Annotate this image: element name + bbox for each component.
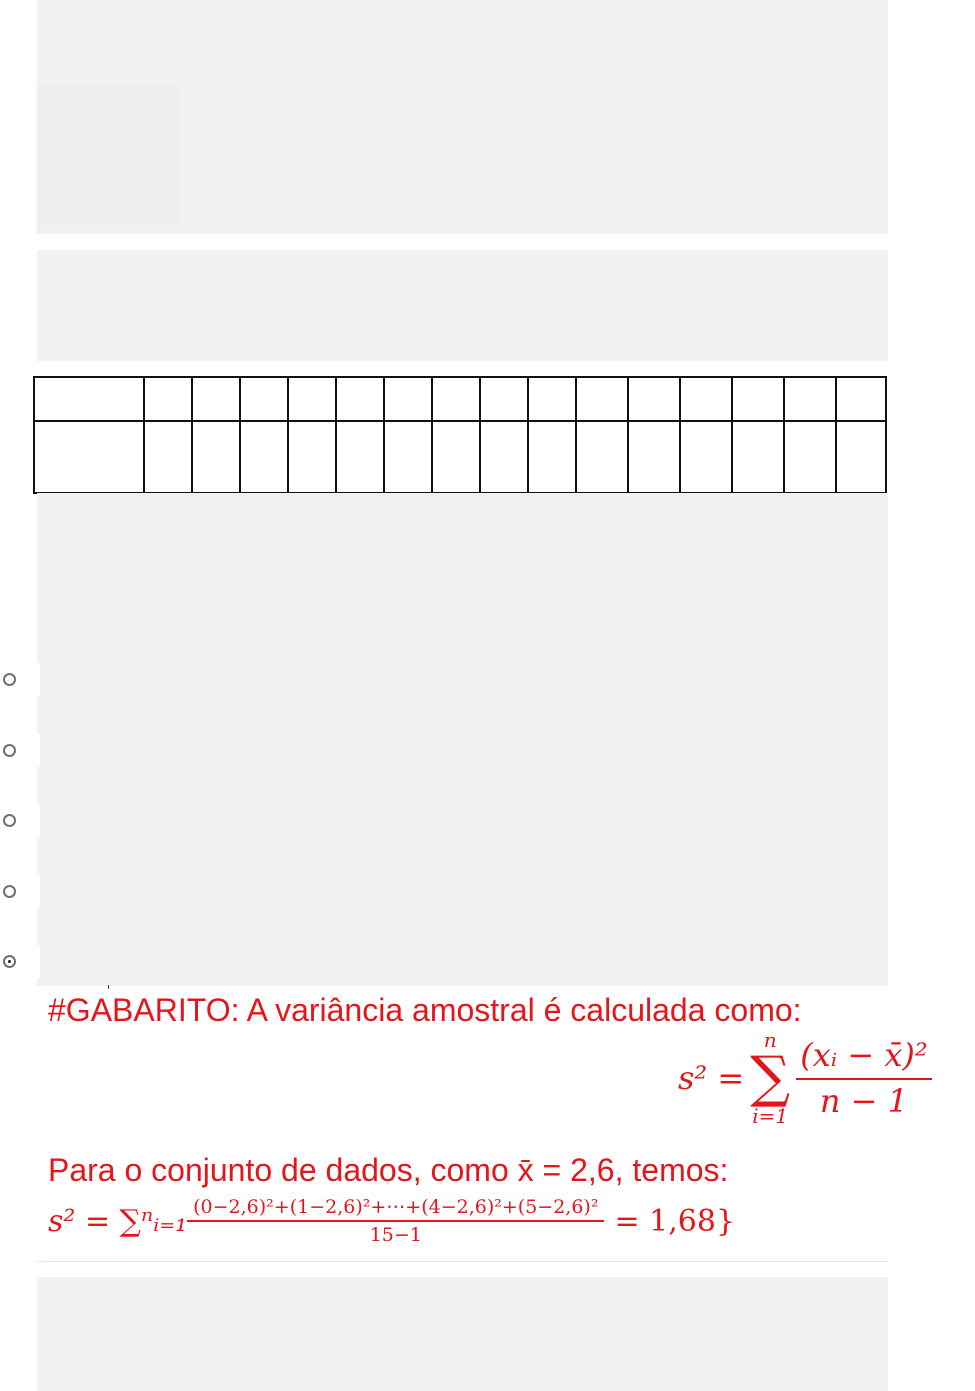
divider-tick xyxy=(108,985,109,989)
table-cell xyxy=(733,378,785,422)
table-cell xyxy=(681,422,733,492)
table-cell xyxy=(681,378,733,422)
option-a[interactable] xyxy=(0,663,40,696)
table-cell xyxy=(385,378,433,422)
formula-denominator: n − 1 xyxy=(819,1082,909,1120)
sum-operator xyxy=(750,1030,790,1126)
footer-panel xyxy=(37,1277,888,1391)
answer-text: Para o conjunto de dados, como x̄ = 2,6, temos: xyxy=(48,1152,729,1188)
sum-lower-limit: i=1 xyxy=(752,1104,789,1128)
table-cell xyxy=(837,422,885,492)
calc-fraction xyxy=(187,1196,604,1246)
option-e[interactable] xyxy=(0,945,40,978)
table-cell xyxy=(337,378,385,422)
radio-option-d[interactable] xyxy=(3,885,16,898)
calc-lhs: s² = ∑ⁿᵢ₌₁ xyxy=(48,1203,188,1239)
table-cell xyxy=(529,378,577,422)
table-cell xyxy=(577,422,629,492)
table-cell xyxy=(35,378,145,422)
table-cell xyxy=(145,378,193,422)
table-cell xyxy=(289,422,337,492)
table-cell xyxy=(433,378,481,422)
table-cell xyxy=(733,422,785,492)
table-cell xyxy=(481,378,529,422)
table-cell xyxy=(35,422,145,492)
table-cell xyxy=(289,378,337,422)
calc-numerator: (0−2,6)²+(1−2,6)²+⋯+(4−2,6)²+(5−2,6)² xyxy=(187,1196,604,1222)
table-cell xyxy=(577,378,629,422)
table-cell xyxy=(529,422,577,492)
table-cell xyxy=(785,422,837,492)
data-table xyxy=(33,376,887,494)
calc-denominator: 15−1 xyxy=(369,1224,422,1246)
table-cell xyxy=(145,422,193,492)
option-c[interactable] xyxy=(0,804,40,837)
table-cell xyxy=(385,422,433,492)
calc-result: = 1,68} xyxy=(614,1203,736,1239)
variance-calculation xyxy=(48,1196,735,1246)
formula-lhs: s² = xyxy=(678,1059,745,1097)
sigma-symbol: ∑ xyxy=(750,1045,791,1110)
table-cell xyxy=(629,422,681,492)
option-d[interactable] xyxy=(0,875,40,908)
table-cell xyxy=(481,422,529,492)
answer-title: #GABARITO: A variância amostral é calculada como: xyxy=(48,992,802,1028)
formula-numerator: (xᵢ − x̄)² xyxy=(796,1036,931,1080)
sum-upper-limit: n xyxy=(763,1028,777,1052)
radio-option-a[interactable] xyxy=(3,673,16,686)
radio-option-e-selected[interactable] xyxy=(3,955,16,968)
variance-formula xyxy=(678,1030,932,1126)
table-cell xyxy=(193,378,241,422)
table-cell xyxy=(629,378,681,422)
table-cell xyxy=(785,378,837,422)
radio-option-b[interactable] xyxy=(3,744,16,757)
table-cell xyxy=(241,378,289,422)
question-statement-panel xyxy=(37,250,888,361)
options-panel xyxy=(37,493,888,986)
table-cell xyxy=(433,422,481,492)
formula-fraction xyxy=(796,1036,931,1120)
table-cell xyxy=(337,422,385,492)
table-cell xyxy=(837,378,885,422)
question-image-placeholder xyxy=(37,85,181,231)
answer-underline xyxy=(37,1261,888,1262)
radio-option-c[interactable] xyxy=(3,814,16,827)
option-b[interactable] xyxy=(0,734,40,767)
table-cell xyxy=(193,422,241,492)
table-cell xyxy=(241,422,289,492)
